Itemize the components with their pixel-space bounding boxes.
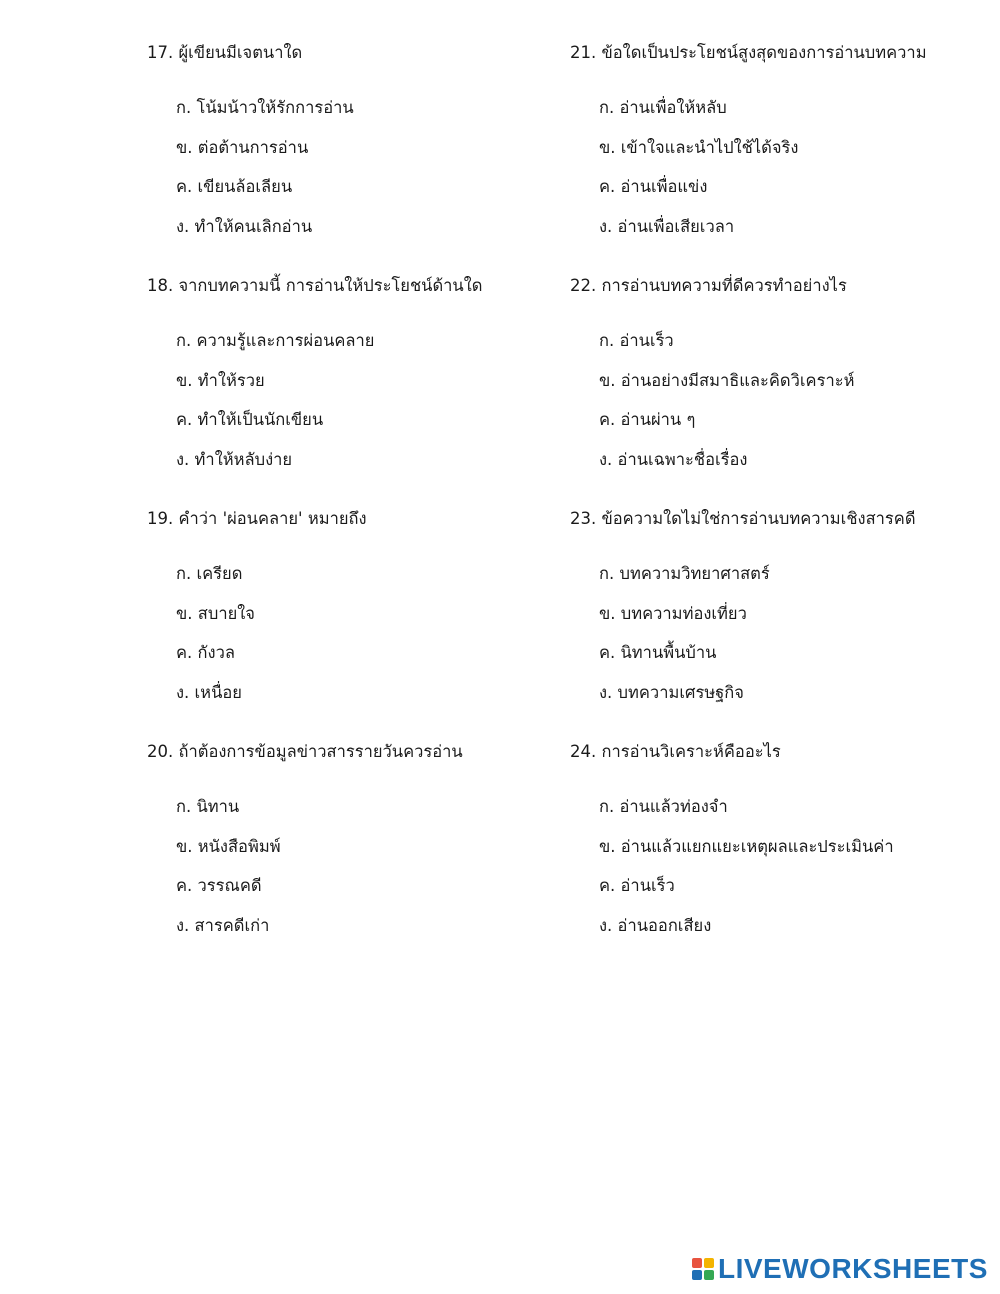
question-text: 21. ข้อใดเป็นประโยชน์สูงสุดของการอ่านบทความ (570, 43, 927, 62)
question-19 (147, 504, 567, 717)
question-23 (570, 504, 990, 717)
answer-option[interactable]: ค. ทำให้เป็นนักเขียน (176, 410, 324, 429)
logo-text: LIVEWORKSHEETS (718, 1253, 988, 1284)
left-question-column (147, 38, 567, 970)
answer-option[interactable]: ค. วรรณคดี (176, 876, 262, 895)
question-text: 18. จากบทความนี้ การอ่านให้ประโยชน์ด้านใด (147, 276, 483, 295)
question-text: 22. การอ่านบทความที่ดีควรทำอย่างไร (570, 276, 847, 295)
answer-option[interactable]: ค. นิทานพื้นบ้าน (599, 643, 717, 662)
answer-option[interactable]: ค. เขียนล้อเลียน (176, 177, 293, 196)
answer-option[interactable]: ข. อ่านอย่างมีสมาธิและคิดวิเคราะห์ (599, 370, 855, 390)
answer-option[interactable]: ง. ทำให้คนเลิกอ่าน (176, 216, 313, 236)
question-text: 20. ถ้าต้องการข้อมูลข่าวสารรายวันควรอ่าน (147, 742, 463, 761)
answer-option[interactable]: ก. นิทาน (176, 797, 240, 816)
question-20 (147, 737, 567, 950)
answer-option[interactable]: ก. โน้มน้าวให้รักการอ่าน (176, 98, 354, 117)
answer-option[interactable]: ค. อ่านเร็ว (599, 876, 675, 895)
question-text: 24. การอ่านวิเคราะห์คืออะไร (570, 742, 781, 761)
answer-option[interactable]: ก. เครียด (176, 564, 243, 583)
answer-option[interactable]: ค. อ่านเพื่อแข่ง (599, 177, 708, 196)
liveworksheets-icon (692, 1258, 714, 1280)
answer-option[interactable]: ข. บทความท่องเที่ยว (599, 603, 747, 623)
answer-option[interactable]: ง. ทำให้หลับง่าย (176, 449, 293, 469)
logo-square (704, 1270, 714, 1280)
question-text: 19. คำว่า 'ผ่อนคลาย' หมายถึง (147, 509, 367, 528)
answer-option[interactable]: ค. กังวล (176, 643, 235, 662)
answer-option[interactable]: ง. สารคดีเก่า (176, 915, 270, 935)
answer-option[interactable]: ง. อ่านเพื่อเสียเวลา (599, 216, 735, 236)
answer-option[interactable]: ง. บทความเศรษฐกิจ (599, 682, 744, 702)
answer-option[interactable]: ค. อ่านผ่าน ๆ (599, 410, 696, 429)
answer-option[interactable]: ง. อ่านเฉพาะชื่อเรื่อง (599, 449, 748, 469)
logo-square (692, 1258, 702, 1268)
answer-option[interactable]: ก. อ่านแล้วท่องจำ (599, 797, 728, 816)
answer-option[interactable]: ข. หนังสือพิมพ์ (176, 836, 281, 856)
logo-square (692, 1270, 702, 1280)
answer-option[interactable]: ง. เหนื่อย (176, 682, 242, 702)
answer-option[interactable]: ข. อ่านแล้วแยกแยะเหตุผลและประเมินค่า (599, 836, 894, 856)
answer-option[interactable]: ก. อ่านเพื่อให้หลับ (599, 98, 727, 117)
answer-option[interactable]: ข. ทำให้รวย (176, 370, 265, 390)
answer-option[interactable]: ง. อ่านออกเสียง (599, 915, 712, 935)
question-text: 23. ข้อความใดไม่ใช่การอ่านบทความเชิงสารคดี (570, 509, 916, 528)
liveworksheets-logo[interactable] (692, 1252, 988, 1286)
question-17 (147, 38, 567, 251)
answer-option[interactable]: ข. ต่อต้านการอ่าน (176, 137, 309, 157)
question-18 (147, 271, 567, 484)
answer-option[interactable]: ก. บทความวิทยาศาสตร์ (599, 564, 770, 583)
question-21 (570, 38, 990, 251)
logo-square (704, 1258, 714, 1268)
answer-option[interactable]: ก. ความรู้และการผ่อนคลาย (176, 331, 375, 350)
answer-option[interactable]: ข. สบายใจ (176, 603, 255, 623)
right-question-column (570, 38, 990, 970)
answer-option[interactable]: ก. อ่านเร็ว (599, 331, 674, 350)
question-22 (570, 271, 990, 484)
question-text: 17. ผู้เขียนมีเจตนาใด (147, 43, 303, 62)
question-24 (570, 737, 990, 950)
answer-option[interactable]: ข. เข้าใจและนำไปใช้ได้จริง (599, 137, 799, 157)
